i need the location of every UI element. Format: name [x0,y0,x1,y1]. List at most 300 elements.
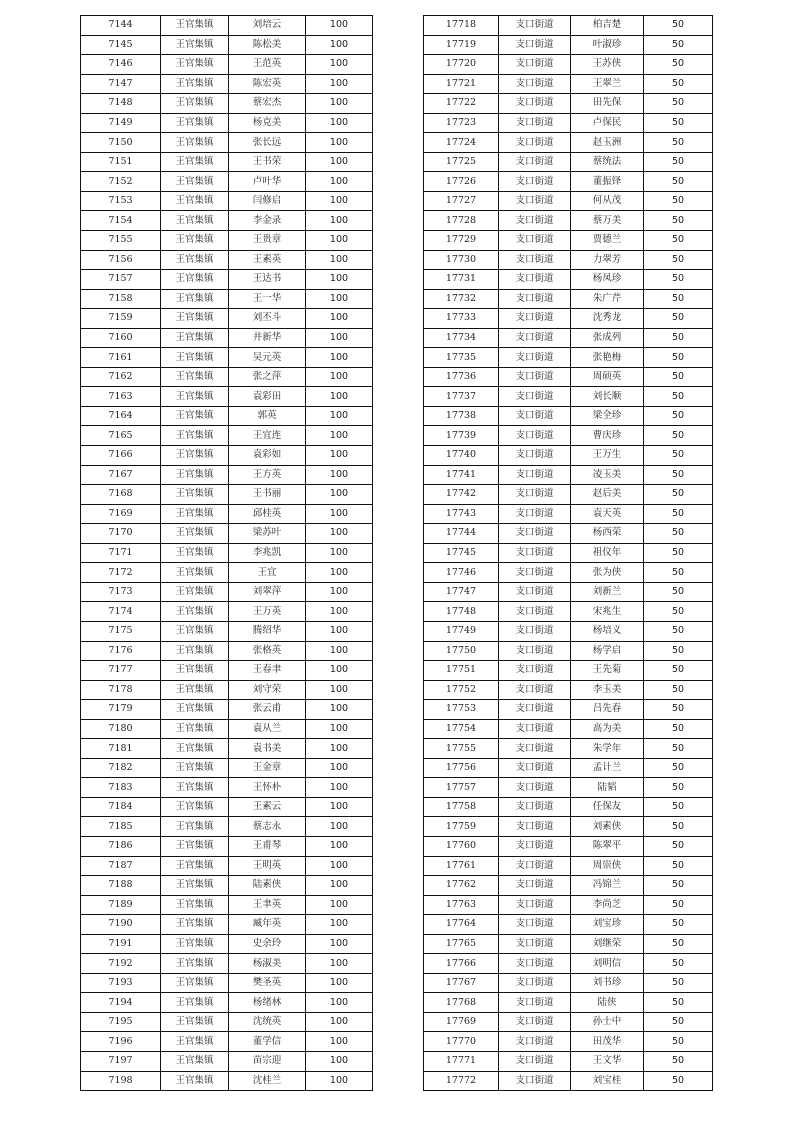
amount-cell: 100 [306,739,373,759]
table-row [424,211,713,231]
township-cell: 支口街道 [499,563,571,583]
amount-cell: 50 [644,289,713,309]
township-cell: 支口街道 [499,367,571,387]
serial-number-cell: 17763 [424,895,499,915]
serial-number-cell: 7169 [81,504,161,524]
table-row [81,954,373,974]
table-row [81,817,373,837]
serial-number-cell: 17743 [424,504,499,524]
name-cell: 陈宏英 [229,74,306,94]
amount-cell: 50 [644,973,713,993]
amount-cell: 100 [306,856,373,876]
serial-number-cell: 7154 [81,211,161,231]
township-cell: 支口街道 [499,250,571,270]
township-cell: 支口街道 [499,74,571,94]
name-cell: 张成列 [571,328,644,348]
serial-number-cell: 7146 [81,55,161,75]
serial-number-cell: 17771 [424,1051,499,1071]
serial-number-cell: 17765 [424,934,499,954]
table-row [81,621,373,641]
table-row [424,719,713,739]
serial-number-cell: 17730 [424,250,499,270]
serial-number-cell: 7183 [81,778,161,798]
table-row [424,543,713,563]
township-cell: 支口街道 [499,113,571,133]
amount-cell: 50 [644,133,713,153]
amount-cell: 100 [306,836,373,856]
township-cell: 支口街道 [499,1051,571,1071]
township-cell: 支口街道 [499,172,571,192]
name-cell: 赵玉洲 [571,133,644,153]
township-cell: 王官集镇 [161,348,229,368]
amount-cell: 100 [306,250,373,270]
name-cell: 董振铎 [571,172,644,192]
amount-cell: 100 [306,954,373,974]
serial-number-cell: 7165 [81,426,161,446]
table-row [424,797,713,817]
table-row [81,406,373,426]
serial-number-cell: 17731 [424,270,499,290]
name-cell: 杨绪林 [229,993,306,1013]
table-row [424,348,713,368]
township-cell: 支口街道 [499,954,571,974]
table-row [424,309,713,329]
table-row [81,35,373,55]
serial-number-cell: 17760 [424,836,499,856]
township-cell: 王官集镇 [161,1051,229,1071]
name-cell: 王宜连 [229,426,306,446]
serial-number-cell: 7171 [81,543,161,563]
name-cell: 陈松美 [229,35,306,55]
serial-number-cell: 17739 [424,426,499,446]
serial-number-cell: 17722 [424,94,499,114]
table-row [424,328,713,348]
table-row [424,406,713,426]
serial-number-cell: 7168 [81,485,161,505]
township-cell: 支口街道 [499,582,571,602]
table-row [424,74,713,94]
name-cell: 朱广芹 [571,289,644,309]
table-row [81,582,373,602]
township-cell: 支口街道 [499,856,571,876]
township-cell: 王官集镇 [161,35,229,55]
name-cell: 陈翠平 [571,836,644,856]
table-row [81,739,373,759]
table-row [81,641,373,661]
name-cell: 力翠芳 [571,250,644,270]
township-cell: 王官集镇 [161,231,229,251]
serial-number-cell: 17767 [424,973,499,993]
name-cell: 刘翠萍 [229,582,306,602]
table-row [424,1051,713,1071]
serial-number-cell: 17751 [424,661,499,681]
township-cell: 王官集镇 [161,1032,229,1052]
name-cell: 祖仪年 [571,543,644,563]
serial-number-cell: 7145 [81,35,161,55]
name-cell: 郭英 [229,406,306,426]
table-row [424,133,713,153]
name-cell: 朱学年 [571,739,644,759]
amount-cell: 100 [306,74,373,94]
name-cell: 王书丽 [229,485,306,505]
serial-number-cell: 17726 [424,172,499,192]
township-cell: 王官集镇 [161,406,229,426]
township-cell: 王官集镇 [161,270,229,290]
amount-cell: 50 [644,680,713,700]
serial-number-cell: 7175 [81,621,161,641]
table-row [81,973,373,993]
name-cell: 叶淑珍 [571,35,644,55]
table-row [424,191,713,211]
serial-number-cell: 17762 [424,876,499,896]
name-cell: 刘长顺 [571,387,644,407]
township-cell: 王官集镇 [161,524,229,544]
serial-number-cell: 17741 [424,465,499,485]
serial-number-cell: 17746 [424,563,499,583]
name-cell: 王先菊 [571,661,644,681]
township-cell: 支口街道 [499,270,571,290]
amount-cell: 50 [644,758,713,778]
name-cell: 周崇侠 [571,856,644,876]
table-row [424,915,713,935]
township-cell: 支口街道 [499,993,571,1013]
amount-cell: 50 [644,504,713,524]
amount-cell: 50 [644,406,713,426]
amount-cell: 50 [644,856,713,876]
table-row [424,836,713,856]
table-row [424,270,713,290]
serial-number-cell: 17749 [424,621,499,641]
amount-cell: 100 [306,524,373,544]
name-cell: 王万生 [571,446,644,466]
amount-cell: 50 [644,1012,713,1032]
name-cell: 闫修启 [229,191,306,211]
serial-number-cell: 7161 [81,348,161,368]
amount-cell: 100 [306,485,373,505]
table-row [81,465,373,485]
name-cell: 李玉美 [571,680,644,700]
name-cell: 王素云 [229,797,306,817]
amount-cell: 50 [644,211,713,231]
amount-cell: 100 [306,758,373,778]
table-row [81,446,373,466]
table-row [424,602,713,622]
table-row [81,680,373,700]
table-row [424,954,713,974]
township-cell: 支口街道 [499,16,571,36]
serial-number-cell: 7170 [81,524,161,544]
serial-number-cell: 7182 [81,758,161,778]
amount-cell: 50 [644,74,713,94]
serial-number-cell: 17748 [424,602,499,622]
amount-cell: 50 [644,739,713,759]
serial-number-cell: 7189 [81,895,161,915]
serial-number-cell: 17770 [424,1032,499,1052]
amount-cell: 50 [644,934,713,954]
amount-cell: 50 [644,915,713,935]
table-row [81,758,373,778]
table-row [424,152,713,172]
serial-number-cell: 17725 [424,152,499,172]
amount-cell: 100 [306,152,373,172]
name-cell: 周硕英 [571,367,644,387]
township-cell: 支口街道 [499,661,571,681]
table-row [81,602,373,622]
table-row [81,328,373,348]
township-cell: 支口街道 [499,55,571,75]
name-cell: 蔡志永 [229,817,306,837]
serial-number-cell: 7173 [81,582,161,602]
name-cell: 杨凤珍 [571,270,644,290]
amount-cell: 50 [644,876,713,896]
serial-number-cell: 7186 [81,836,161,856]
township-cell: 支口街道 [499,1071,571,1091]
name-cell: 袁彩田 [229,387,306,407]
serial-number-cell: 17734 [424,328,499,348]
amount-cell: 50 [644,485,713,505]
serial-number-cell: 17744 [424,524,499,544]
name-cell: 邱桂英 [229,504,306,524]
table-row [424,172,713,192]
township-cell: 支口街道 [499,836,571,856]
township-cell: 支口街道 [499,309,571,329]
township-cell: 王官集镇 [161,152,229,172]
name-cell: 田茂华 [571,1032,644,1052]
name-cell: 樊圣英 [229,973,306,993]
name-cell: 王贵章 [229,231,306,251]
serial-number-cell: 17772 [424,1071,499,1091]
table-row [81,231,373,251]
name-cell: 陆侠 [571,993,644,1013]
serial-number-cell: 7144 [81,16,161,36]
name-cell: 张为侠 [571,563,644,583]
name-cell: 杨学启 [571,641,644,661]
name-cell: 王宜 [229,563,306,583]
table-row [424,1012,713,1032]
amount-cell: 100 [306,426,373,446]
table-row [81,1071,373,1091]
township-cell: 王官集镇 [161,739,229,759]
name-cell: 杨淑美 [229,954,306,974]
table-row [424,758,713,778]
township-cell: 王官集镇 [161,758,229,778]
serial-number-cell: 7193 [81,973,161,993]
table-row [424,446,713,466]
serial-number-cell: 7187 [81,856,161,876]
name-cell: 王方英 [229,465,306,485]
table-row [81,387,373,407]
township-cell: 王官集镇 [161,387,229,407]
amount-cell: 50 [644,172,713,192]
amount-cell: 50 [644,719,713,739]
amount-cell: 50 [644,16,713,36]
name-cell: 杨西荣 [571,524,644,544]
name-cell: 袁彩如 [229,446,306,466]
serial-number-cell: 17728 [424,211,499,231]
table-row [81,934,373,954]
table-row [81,348,373,368]
name-cell: 袁书美 [229,739,306,759]
table-row [81,191,373,211]
serial-number-cell: 17733 [424,309,499,329]
name-cell: 井新华 [229,328,306,348]
serial-number-cell: 17768 [424,993,499,1013]
serial-number-cell: 17736 [424,367,499,387]
amount-cell: 100 [306,406,373,426]
township-cell: 王官集镇 [161,641,229,661]
amount-cell: 100 [306,94,373,114]
table-row [81,797,373,817]
table-row [81,426,373,446]
amount-cell: 50 [644,152,713,172]
serial-number-cell: 7148 [81,94,161,114]
name-cell: 王万英 [229,602,306,622]
table-row [81,719,373,739]
township-cell: 支口街道 [499,191,571,211]
serial-number-cell: 7178 [81,680,161,700]
table-row [424,55,713,75]
township-cell: 王官集镇 [161,661,229,681]
amount-cell: 50 [644,426,713,446]
township-cell: 支口街道 [499,348,571,368]
township-cell: 支口街道 [499,641,571,661]
amount-cell: 100 [306,1071,373,1091]
table-row [424,367,713,387]
table-row [81,563,373,583]
township-cell: 支口街道 [499,621,571,641]
table-row [424,504,713,524]
township-cell: 支口街道 [499,35,571,55]
amount-cell: 100 [306,993,373,1013]
name-cell: 张长远 [229,133,306,153]
serial-number-cell: 7158 [81,289,161,309]
amount-cell: 50 [644,954,713,974]
amount-cell: 50 [644,465,713,485]
name-cell: 蔡宏杰 [229,94,306,114]
serial-number-cell: 17738 [424,406,499,426]
amount-cell: 50 [644,602,713,622]
table-row [81,289,373,309]
township-cell: 王官集镇 [161,328,229,348]
serial-number-cell: 7191 [81,934,161,954]
table-row [424,16,713,36]
name-cell: 梁全珍 [571,406,644,426]
amount-cell: 50 [644,348,713,368]
amount-cell: 100 [306,55,373,75]
name-cell: 柏吉楚 [571,16,644,36]
amount-cell: 100 [306,661,373,681]
township-cell: 王官集镇 [161,250,229,270]
amount-cell: 100 [306,719,373,739]
township-cell: 王官集镇 [161,582,229,602]
amount-cell: 100 [306,817,373,837]
amount-cell: 100 [306,16,373,36]
township-cell: 支口街道 [499,231,571,251]
township-cell: 王官集镇 [161,1012,229,1032]
amount-cell: 100 [306,778,373,798]
name-cell: 陆素侠 [229,876,306,896]
name-cell: 张艳梅 [571,348,644,368]
township-cell: 支口街道 [499,778,571,798]
serial-number-cell: 17752 [424,680,499,700]
township-cell: 支口街道 [499,465,571,485]
table-row [81,250,373,270]
table-row [424,680,713,700]
amount-cell: 50 [644,563,713,583]
table-row [424,563,713,583]
amount-cell: 100 [306,465,373,485]
name-cell: 李尚芝 [571,895,644,915]
township-cell: 支口街道 [499,485,571,505]
name-cell: 卢叶华 [229,172,306,192]
amount-cell: 100 [306,934,373,954]
amount-cell: 50 [644,328,713,348]
amount-cell: 50 [644,191,713,211]
serial-number-cell: 17759 [424,817,499,837]
table-row [81,915,373,935]
amount-cell: 100 [306,289,373,309]
township-cell: 王官集镇 [161,367,229,387]
township-cell: 支口街道 [499,719,571,739]
amount-cell: 100 [306,1032,373,1052]
amount-cell: 50 [644,700,713,720]
table-row [424,113,713,133]
township-cell: 支口街道 [499,758,571,778]
amount-cell: 50 [644,446,713,466]
township-cell: 支口街道 [499,524,571,544]
township-cell: 支口街道 [499,973,571,993]
township-cell: 支口街道 [499,406,571,426]
amount-cell: 100 [306,915,373,935]
serial-number-cell: 17735 [424,348,499,368]
table-row [424,250,713,270]
township-cell: 王官集镇 [161,504,229,524]
serial-number-cell: 17757 [424,778,499,798]
amount-cell: 50 [644,797,713,817]
name-cell: 蔡统法 [571,152,644,172]
serial-number-cell: 7162 [81,367,161,387]
serial-number-cell: 7190 [81,915,161,935]
name-cell: 刘丕斗 [229,309,306,329]
serial-number-cell: 17729 [424,231,499,251]
amount-cell: 50 [644,524,713,544]
name-cell: 史余玲 [229,934,306,954]
name-cell: 苗宗迎 [229,1051,306,1071]
table-row [81,55,373,75]
township-cell: 王官集镇 [161,778,229,798]
table-row [424,661,713,681]
name-cell: 曹庆珍 [571,426,644,446]
amount-cell: 50 [644,1032,713,1052]
township-cell: 王官集镇 [161,563,229,583]
amount-cell: 50 [644,1071,713,1091]
table-row [424,856,713,876]
township-cell: 王官集镇 [161,446,229,466]
serial-number-cell: 7166 [81,446,161,466]
name-cell: 沈秀龙 [571,309,644,329]
township-cell: 支口街道 [499,504,571,524]
table-row [424,1032,713,1052]
serial-number-cell: 7188 [81,876,161,896]
serial-number-cell: 17724 [424,133,499,153]
township-cell: 支口街道 [499,797,571,817]
amount-cell: 100 [306,680,373,700]
name-cell: 张之萍 [229,367,306,387]
township-cell: 支口街道 [499,817,571,837]
amount-cell: 100 [306,328,373,348]
name-cell: 王明英 [229,856,306,876]
amount-cell: 50 [644,367,713,387]
